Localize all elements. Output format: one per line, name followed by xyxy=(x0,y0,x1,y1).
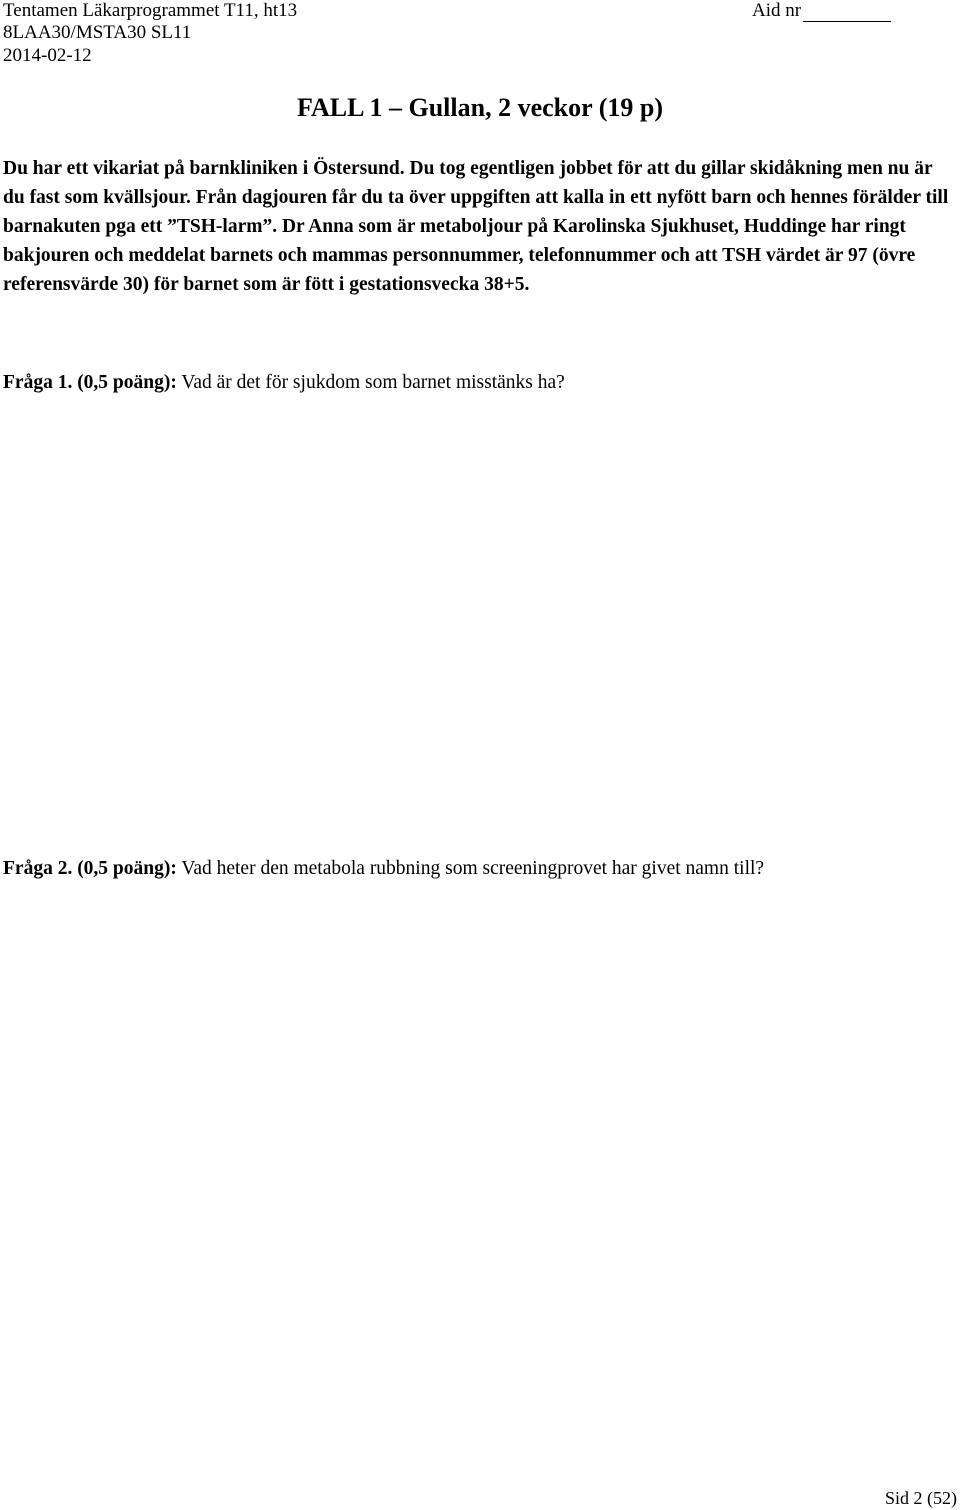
page-number: Sid 2 (52) xyxy=(885,1488,957,1508)
case-intro: Du har ett vikariat på barnkliniken i Östersund. Du tog egentligen jobbet för att du gillar skidåkning men nu är du fast som kvällsjour. Från dagjouren får du ta över uppgiften att kalla in ett nyfött barn och hennes förälder till barnakuten pga ett ”TSH-larm”. Dr Anna som är metaboljour på Karolinska Sjukhuset, Huddinge har ringt bakjouren och meddelat barnets och mammas personnummer, telefonnummer och att TSH värdet är 97 (övre referensvärde 30) för barnet som är fött i gestationsvecka 38+5. xyxy=(3,158,949,295)
aid-number-field xyxy=(752,0,891,22)
question-2-label: Fråga 2. (0,5 poäng): xyxy=(3,858,177,879)
case-title: FALL 1 – Gullan, 2 veckor (19 p) xyxy=(297,93,663,122)
aid-label: Aid nr xyxy=(752,0,802,21)
question-2 xyxy=(3,856,764,882)
question-2-text: Vad heter den metabola rubbning som screeningprovet har givet namn till? xyxy=(176,858,765,879)
course-code: 8LAA30/MSTA30 SL11 xyxy=(3,22,192,43)
course-title: Tentamen Läkarprogrammet T11, ht13 xyxy=(3,0,298,21)
exam-date: 2014-02-12 xyxy=(3,45,92,66)
question-1-text: Vad är det för sjukdom som barnet misstänks ha? xyxy=(176,372,565,393)
question-1-label: Fråga 1. (0,5 poäng): xyxy=(3,372,177,393)
question-1 xyxy=(3,370,565,396)
aid-blank-line[interactable] xyxy=(803,3,891,22)
